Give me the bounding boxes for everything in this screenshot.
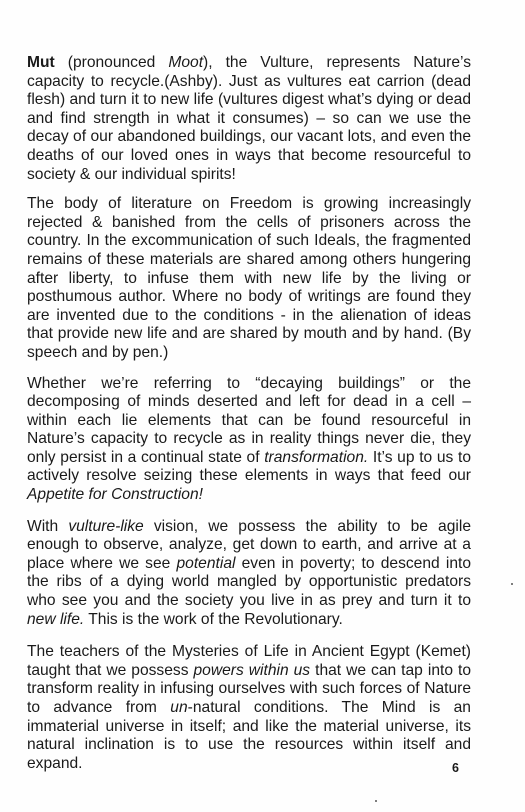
italic-text: vulture-like: [68, 517, 144, 535]
text-run: Whether we’re referring to “decaying buildings” or the decomposing of minds deserted and left for dead in a cell – within each lie elements that can be found resourceful in Nature’s capacity to recycle as in reality things never die, they only persist in a continual state of: [27, 374, 471, 466]
text-run: (pronounced: [54, 54, 169, 71]
text-run: It’s up to us to actively resolve seizing these elements in ways that feed our: [27, 448, 471, 485]
italic-text: new life.: [27, 610, 85, 628]
text-run: vision, we possess the ability to be agile enough to observe, analyze, get down to earth, and arrive at a place where we see: [27, 517, 471, 572]
scan-speck: [511, 583, 513, 585]
italic-text: Appetite for Construction!: [27, 486, 203, 504]
text-run: even in poverty; to descend into the ribs of a dying world mangled by opportunistic predators who see you and the society you live in as prey and turn it to: [27, 554, 471, 610]
italic-text: transformation.: [264, 448, 369, 466]
paragraph-decaying-buildings: [27, 375, 471, 505]
italic-text: powers within us: [193, 661, 311, 679]
text-run: that we can tap into to transform reality in infusing ourselves with such forces of Nature to advance from: [27, 661, 471, 716]
text-run: The body of literature on Freedom is growing increasingly rejected & banished from the cells of prisoners across the country. In the excommunication of such Ideals, the fragmented remains of these materials are shared among others hungering after liberty, to infuse them with new life by the living or posthumous author. Where no body of writings are found they are invented due to the conditions - in the alienation of ideas that provide new life and are shared by mouth and by hand. (By speech and by pen.): [27, 195, 471, 361]
paragraph-vulture-like-vision: [27, 518, 471, 630]
italic-text: un: [170, 699, 188, 716]
text-run: The teachers of the Mysteries of Life in Ancient Egypt (Kemet) taught that we possess: [27, 643, 471, 679]
bold-text: Mut: [27, 54, 55, 71]
text-run: -natural conditions. The Mind is an immaterial universe in itself; and like the material universe, its natural inclination is to use the resources within itself and expand.: [27, 699, 471, 772]
text-run: ), the Vulture, represents Nature’s capacity to recycle.(Ashby). Just as vultures eat carrion (dead flesh) and turn it to new life (vultures digest what’s dying or dead and find strength in what it consumes) – so can we use the decay of our abandoned buildings, our vacant lots, and even the deaths of our loved ones in ways that become resourceful to society & our individual spirits!: [27, 54, 471, 183]
paragraph-body-of-literature: [27, 195, 471, 362]
italic-text: potential: [176, 554, 236, 572]
page-body: [27, 54, 471, 784]
paragraph-mysteries-of-life: [27, 643, 471, 773]
paragraph-mut-vulture: [27, 54, 471, 184]
page-number: 6: [452, 761, 459, 775]
italic-text: Moot: [168, 54, 204, 71]
text-run: This is the work of the Revolutionary.: [84, 610, 343, 628]
text-run: With: [27, 517, 69, 535]
scan-speck: [375, 800, 377, 802]
